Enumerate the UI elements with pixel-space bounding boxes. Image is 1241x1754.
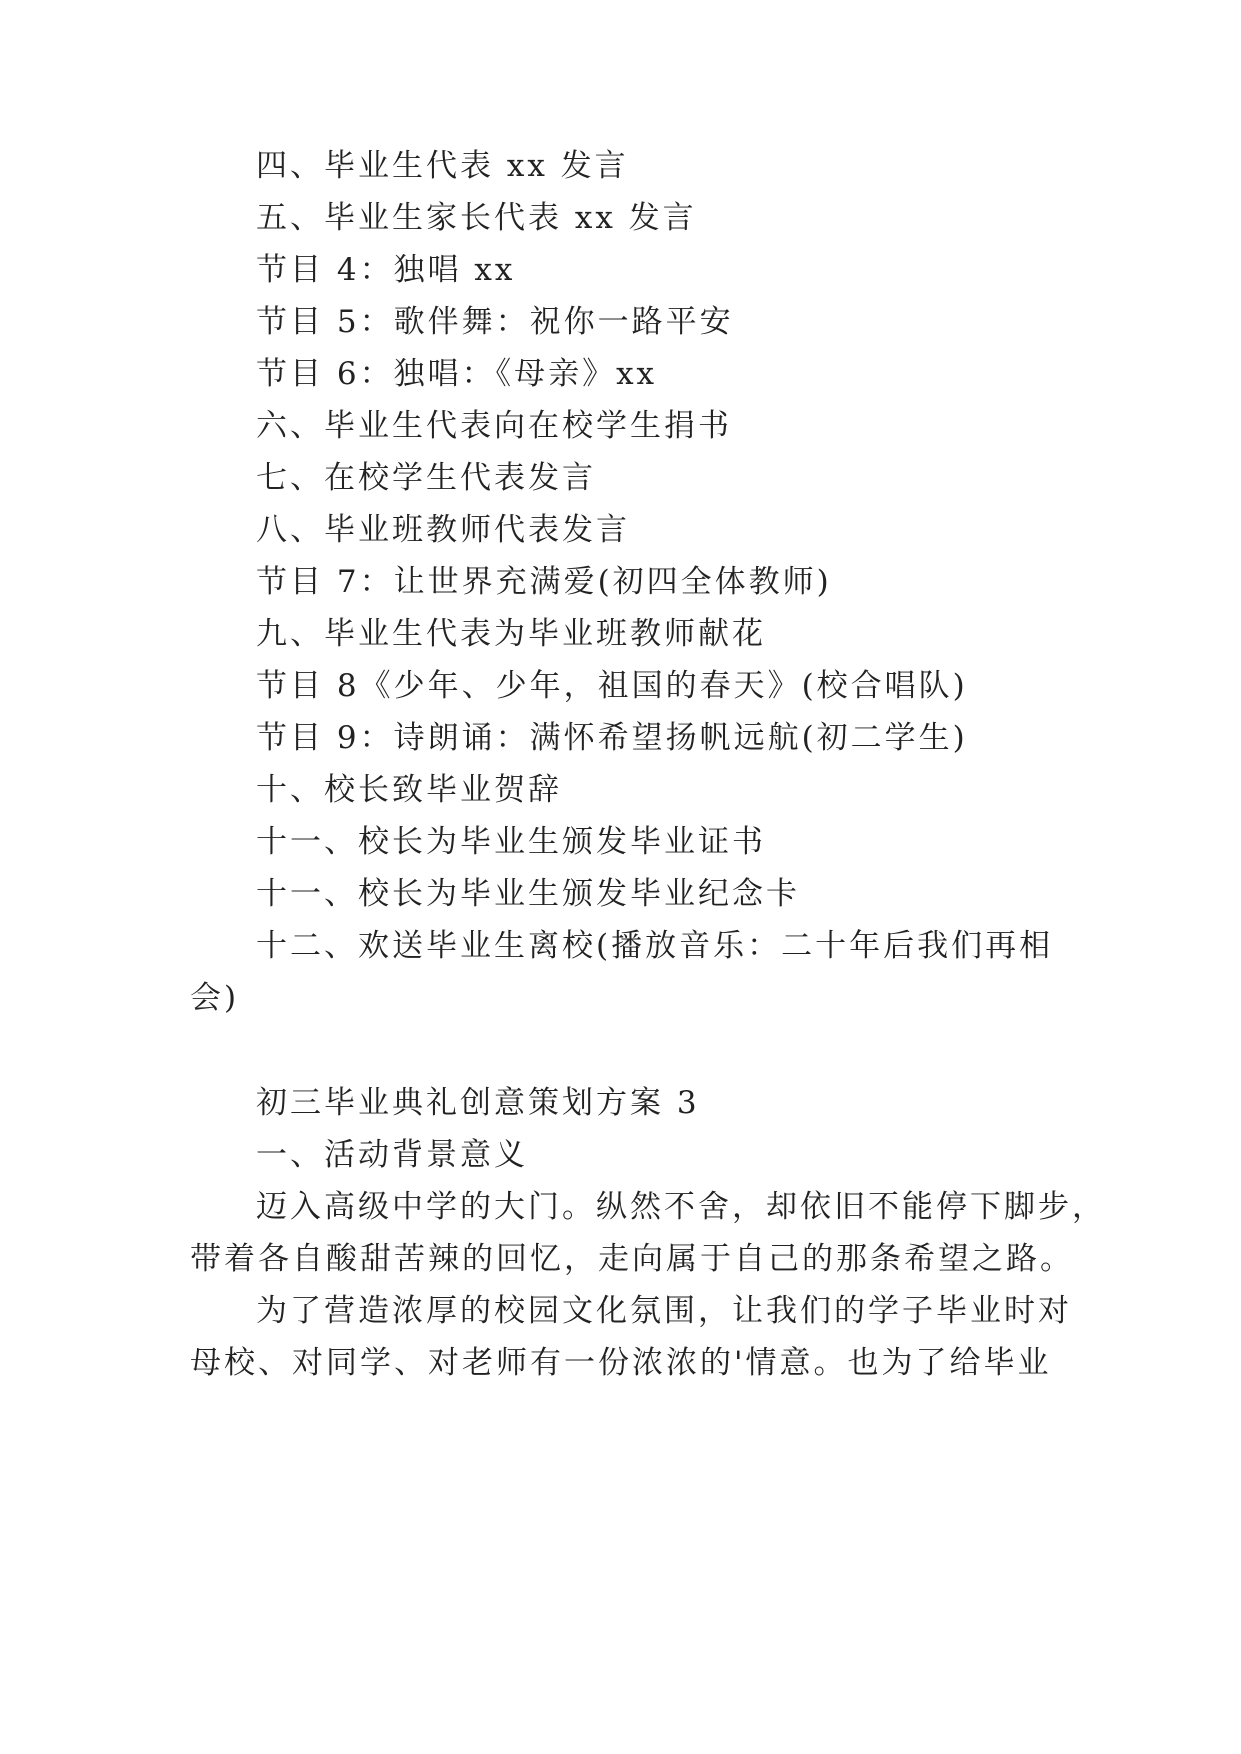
program-item-12: 十二、欢送毕业生离校(播放音乐：二十年后我们再相: [256, 928, 1054, 964]
program-item-7: 七、在校学生代表发言: [256, 460, 596, 496]
section-title: 初三毕业典礼创意策划方案 3: [256, 1085, 700, 1121]
program-item-11a: 十一、校长为毕业生颁发毕业证书: [256, 824, 766, 860]
paragraph-1-line-1: 迈入高级中学的大门。纵然不舍，却依旧不能停下脚步，: [256, 1189, 1106, 1225]
program-item-10: 十、校长致毕业贺辞: [256, 772, 562, 808]
program-item-12-continuation: 会): [190, 980, 240, 1016]
program-item-4: 四、毕业生代表 xx 发言: [256, 148, 629, 184]
program-performance-7: 节目 7：让世界充满爱(初四全体教师): [256, 564, 832, 600]
program-performance-4: 节目 4：独唱 xx: [256, 252, 516, 288]
program-item-6: 六、毕业生代表向在校学生捐书: [256, 408, 732, 444]
program-item-9: 九、毕业生代表为毕业班教师献花: [256, 616, 766, 652]
paragraph-2-line-2: 母校、对同学、对老师有一份浓浓的'情意。也为了给毕业: [190, 1345, 1052, 1381]
program-performance-6: 节目 6：独唱：《母亲》xx: [256, 356, 658, 392]
program-item-5: 五、毕业生家长代表 xx 发言: [256, 200, 697, 236]
program-item-8: 八、毕业班教师代表发言: [256, 512, 630, 548]
paragraph-1-line-2: 带着各自酸甜苦辣的回忆，走向属于自己的那条希望之路。: [190, 1241, 1074, 1277]
program-performance-9: 节目 9：诗朗诵：满怀希望扬帆远航(初二学生): [256, 720, 968, 756]
program-performance-5: 节目 5：歌伴舞：祝你一路平安: [256, 304, 734, 340]
program-performance-8: 节目 8《少年、少年，祖国的春天》(校合唱队): [256, 668, 968, 704]
paragraph-2-line-1: 为了营造浓厚的校园文化氛围，让我们的学子毕业时对: [256, 1293, 1072, 1329]
section-heading: 一、活动背景意义: [256, 1137, 528, 1173]
program-item-11b: 十一、校长为毕业生颁发毕业纪念卡: [256, 876, 800, 912]
